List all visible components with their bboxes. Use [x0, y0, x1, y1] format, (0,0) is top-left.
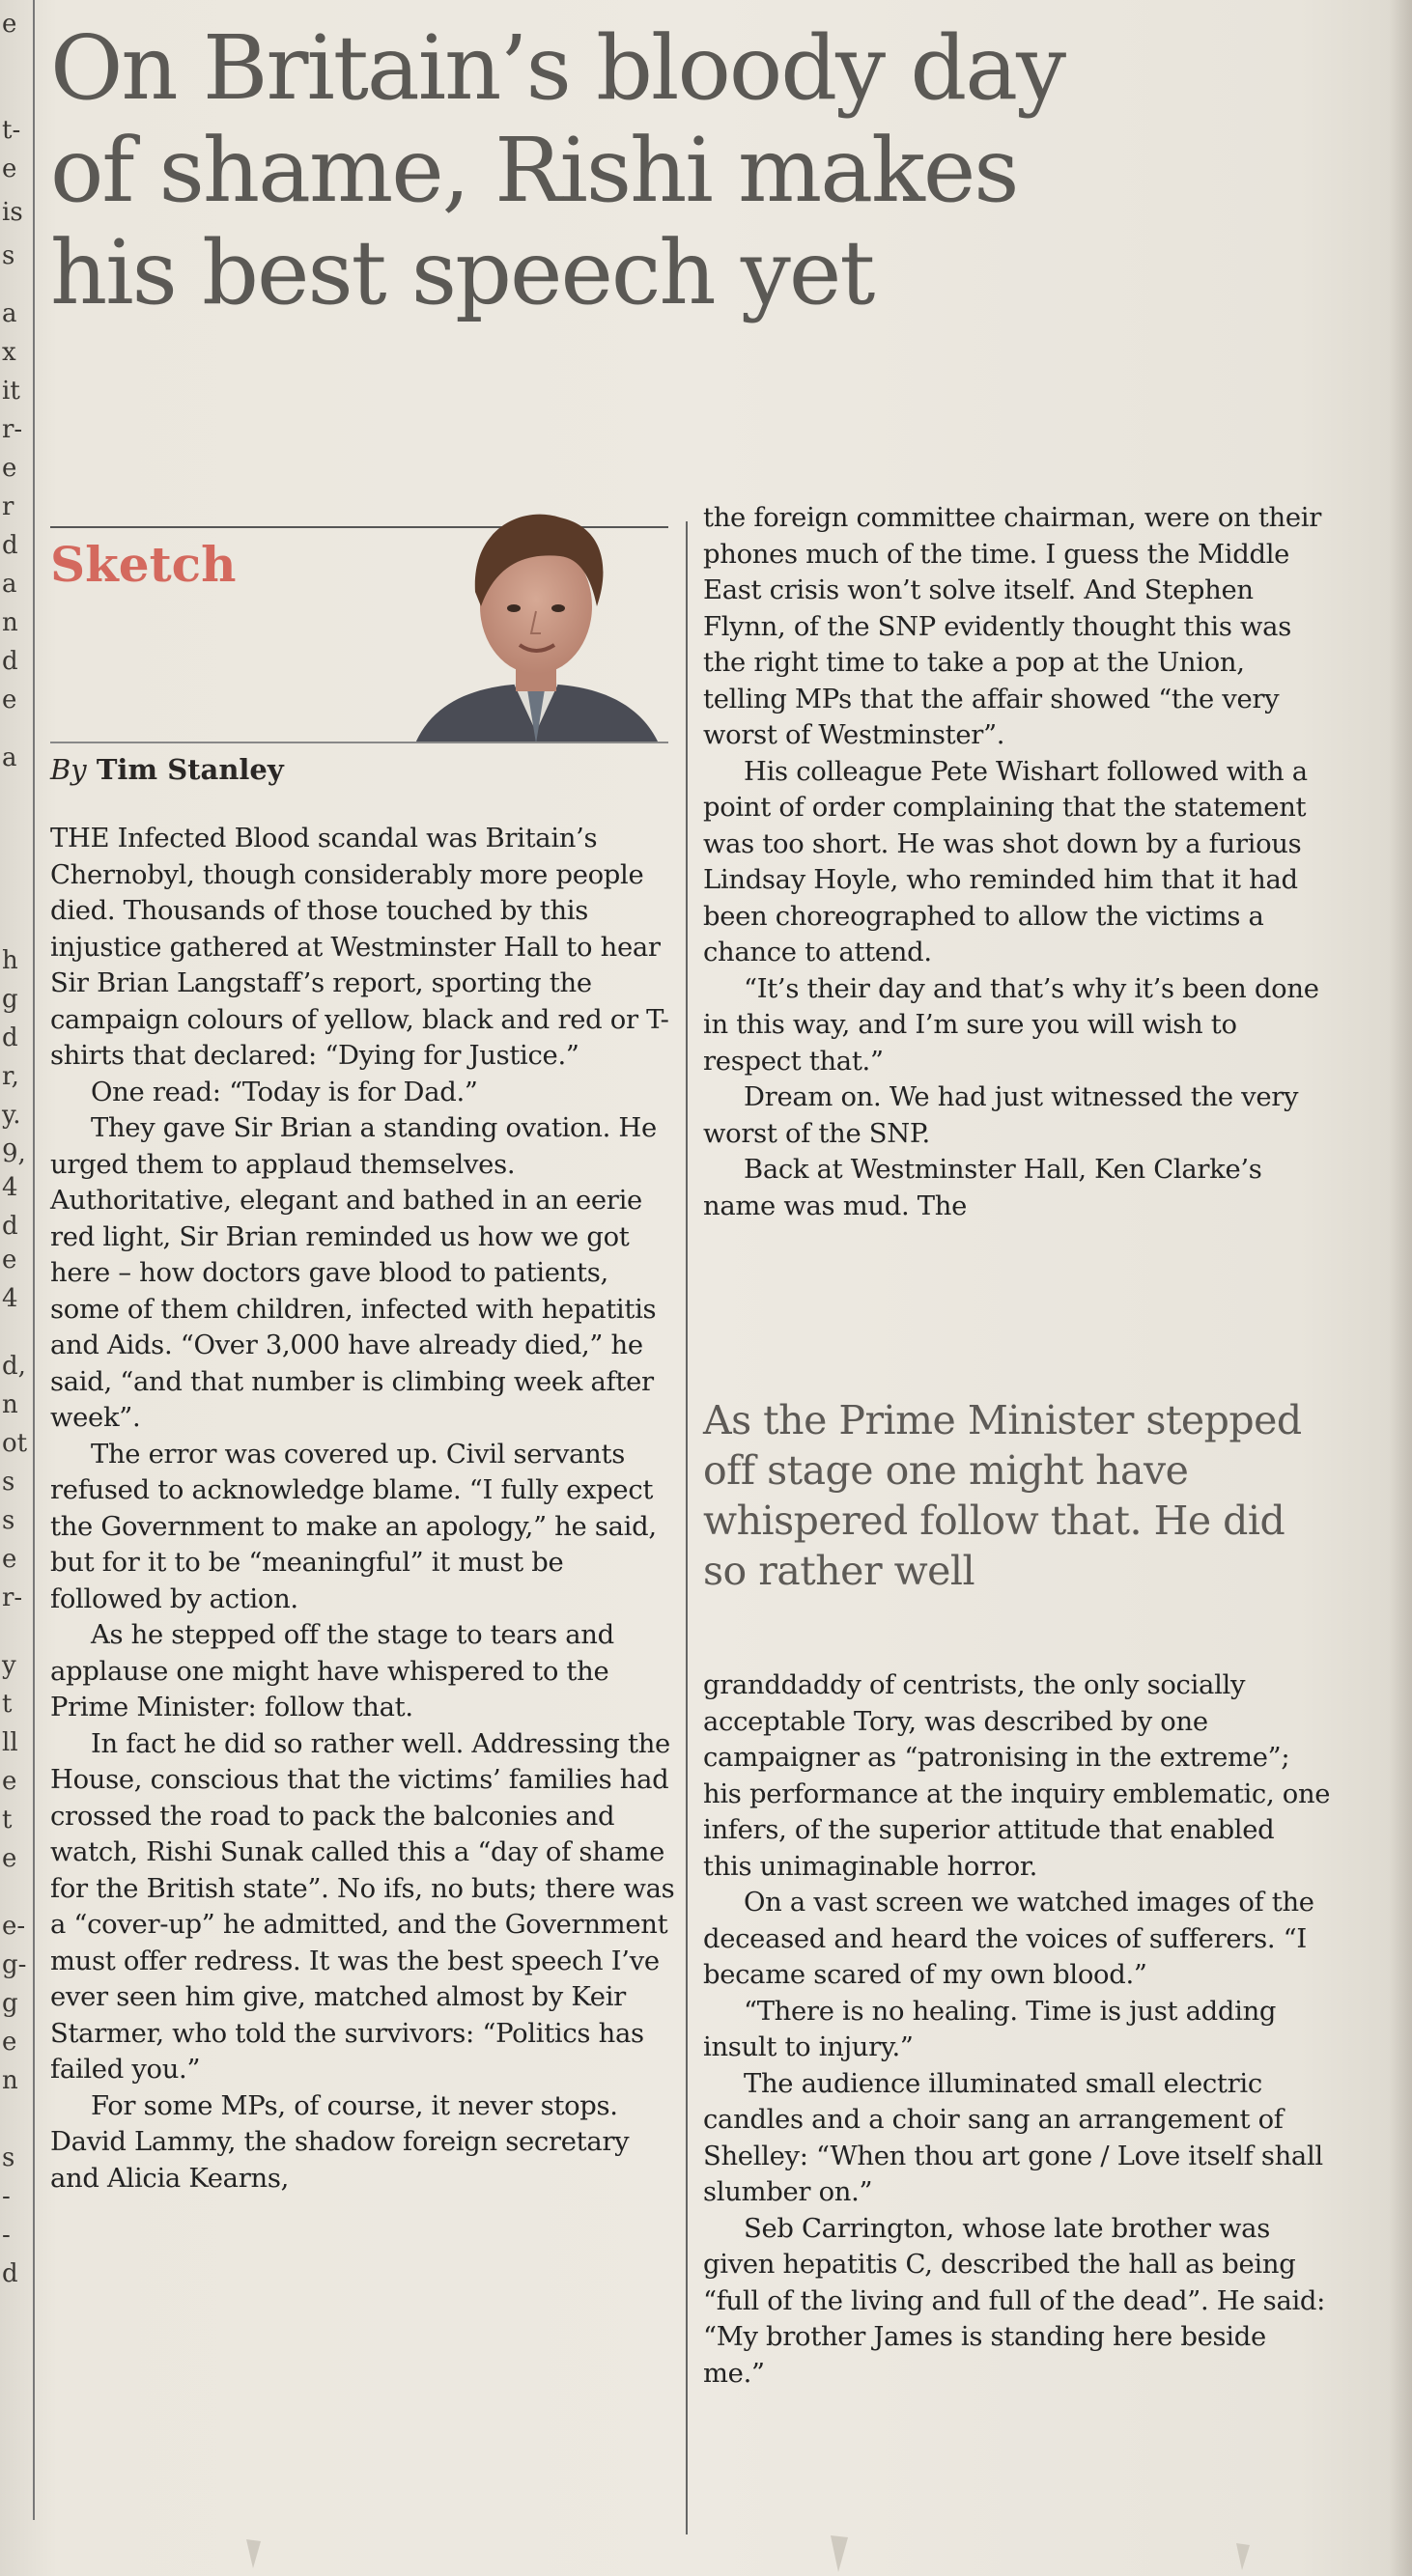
paragraph: THE Infected Blood scandal was Britain’s Chernobyl, though considerably more people died. Thousands of those touched by this injustice gathered at Westminster Hall to hear Sir Brian Langstaff’s report, sporting the campaign colours of yellow, black and red or T-shirts that declared: “Dying for Justice.”	[50, 824, 669, 1071]
section-kicker: Sketch	[50, 536, 237, 593]
margin-fragment: s	[2, 241, 15, 270]
paragraph: Back at Westminster Hall, Ken Clarke’s name was mud. The	[703, 1155, 1262, 1221]
paper-tear-marks	[0, 2530, 1412, 2576]
byline-prefix: By	[50, 753, 87, 786]
margin-fragment: ll	[2, 1728, 18, 1757]
margin-fragment: d	[2, 1023, 18, 1052]
column-divider-left	[33, 0, 35, 2520]
margin-fragment: e	[2, 1844, 17, 1873]
margin-fragment: r-	[2, 415, 23, 444]
byline	[50, 753, 284, 786]
margin-fragment: 4	[2, 1173, 18, 1202]
margin-fragment: e	[2, 154, 17, 183]
margin-fragment: r-	[2, 1583, 23, 1612]
margin-fragment: d	[2, 2259, 18, 2288]
byline-rule	[50, 742, 668, 743]
margin-fragment: g-	[2, 1950, 27, 1979]
margin-fragment: r,	[2, 1062, 19, 1091]
margin-fragment: n	[2, 1390, 18, 1419]
margin-fragment: e	[2, 1545, 17, 1574]
margin-fragment: t	[2, 1806, 13, 1834]
margin-fragment: n	[2, 2066, 18, 2095]
margin-fragment: e	[2, 2028, 17, 2057]
adjacent-article-fragment	[0, 0, 27, 2576]
author-portrait	[406, 500, 666, 743]
margin-fragment: d	[2, 531, 18, 560]
paragraph: “It’s their day and that’s why it’s been done in this way, and I’m sure you will wish to respect that.”	[703, 973, 1319, 1077]
margin-fragment: s	[2, 1506, 15, 1535]
body-column-1	[50, 821, 678, 2197]
paragraph: The audience illuminated small electric candles and a choir sang an arrangement of Shelley: “When thou art gone / Love itself shall slumber on.”	[703, 2068, 1323, 2207]
paragraph: The error was covered up. Civil servants refused to acknowledge blame. “I fully expect the Government to make an apology,” he said, but for it to be “meaningful” it must be followed by action.	[50, 1439, 657, 1614]
paragraph: Dream on. We had just witnessed the very worst of the SNP.	[703, 1082, 1299, 1149]
column-divider	[686, 521, 688, 2534]
paragraph: One read: “Today is for Dad.”	[91, 1077, 478, 1107]
paragraph: They gave Sir Brian a standing ovation. He urged them to applaud themselves. Authoritative, elegant and bathed in an eerie red light, Sir Brian reminded us how we got here – how doctors gave blood to patients, some of them children, infected with hepatitis and Aids. “Over 3,000 have already died,” he said, “and that number is climbing week after week”.	[50, 1113, 657, 1433]
paragraph: In fact he did so rather well. Addressing the House, conscious that the victims’ families had crossed the road to pack the balconies and watch, Rishi Sunak called this a “day of shame for the British state”. No ifs, no buts; there was a “cover-up” he admitted, and the Government must offer redress. It was the best speech I’ve ever seen him give, matched almost by Keir Starmer, who told the survivors: “Politics has failed you.”	[50, 1728, 675, 2085]
paragraph: granddaddy of centrists, the only socially acceptable Tory, was described by one campaigner as “patronising in the extreme”; his performance at the inquiry emblematic, one infers, of the superior attitude that enabled this unimaginable horror.	[703, 1670, 1331, 1882]
margin-fragment: n	[2, 608, 18, 637]
paragraph: “There is no healing. Time is just adding insult to injury.”	[703, 1996, 1277, 2062]
paragraph: Seb Carrington, whose late brother was given hepatitis C, described the hall as being “full of the living and full of the dead”. He said: “My brother James is standing here beside me.”	[703, 2213, 1326, 2389]
margin-fragment: y	[2, 1651, 16, 1680]
paragraph: For some MPs, of course, it never stops. David Lammy, the shadow foreign secretary and Alicia Kearns,	[50, 2090, 630, 2194]
margin-fragment: e	[2, 1246, 17, 1274]
margin-fragment: d	[2, 1212, 18, 1241]
body-column-2-bottom	[703, 1667, 1331, 2392]
margin-fragment: e	[2, 454, 17, 483]
headline	[50, 17, 1373, 324]
margin-fragment: s	[2, 2143, 15, 2172]
margin-fragment: d,	[2, 1352, 26, 1381]
margin-fragment: s	[2, 1468, 15, 1497]
margin-fragment: ot	[2, 1429, 28, 1458]
margin-fragment: x	[2, 338, 16, 367]
margin-fragment: a	[2, 743, 17, 772]
margin-fragment: a	[2, 570, 17, 599]
margin-fragment: is	[2, 198, 23, 227]
headline-line-1: On Britain’s bloody day	[50, 16, 1065, 120]
margin-fragment: e	[2, 1767, 17, 1796]
margin-fragment: t-	[2, 116, 21, 145]
margin-fragment: 4	[2, 1284, 18, 1313]
margin-fragment: e	[2, 10, 17, 39]
margin-fragment: t	[2, 1690, 13, 1719]
margin-fragment: d	[2, 647, 18, 676]
headline-line-3: his best speech yet	[50, 221, 874, 324]
margin-fragment: g	[2, 1989, 18, 2018]
page-edge-shadow	[1389, 0, 1412, 2576]
margin-fragment: h	[2, 946, 18, 975]
portrait-illustration	[406, 500, 666, 743]
paragraph: On a vast screen we watched images of the deceased and heard the voices of sufferers. “I became scared of my own blood.”	[703, 1888, 1314, 1990]
margin-fragment: a	[2, 299, 17, 328]
margin-fragment: y.	[2, 1101, 21, 1130]
byline-author: Tim Stanley	[96, 753, 284, 786]
margin-fragment: e-	[2, 1912, 26, 1941]
paragraph: As he stepped off the stage to tears and applause one might have whispered to the Prime Minister: follow that.	[50, 1620, 614, 1722]
headline-line-2: of shame, Rishi makes	[50, 119, 1018, 222]
margin-fragment: -	[2, 2221, 11, 2250]
margin-fragment: r	[2, 492, 14, 521]
margin-fragment: -	[2, 2182, 11, 2211]
body-column-2-top	[703, 500, 1331, 1224]
margin-fragment: it	[2, 377, 20, 406]
pull-quote: As the Prime Minister stepped off stage one might have whispered follow that. He did so rather well	[703, 1397, 1302, 1594]
margin-fragment: g	[2, 985, 18, 1014]
margin-fragment: 9,	[2, 1139, 26, 1168]
margin-fragment: e	[2, 686, 17, 714]
paragraph: His colleague Pete Wishart followed with a point of order complaining that the statement was too short. He was shot down by a furious Lindsay Hoyle, who reminded him that it had been choreographed to allow the victims a chance to attend.	[703, 756, 1308, 967]
paragraph: the foreign committee chairman, were on their phones much of the time. I guess the Middle East crisis won’t solve itself. And Stephen Flynn, of the SNP evidently thought this was the right time to take a pop at the Union, telling MPs that the affair showed “the very worst of Westminster”.	[703, 503, 1322, 750]
